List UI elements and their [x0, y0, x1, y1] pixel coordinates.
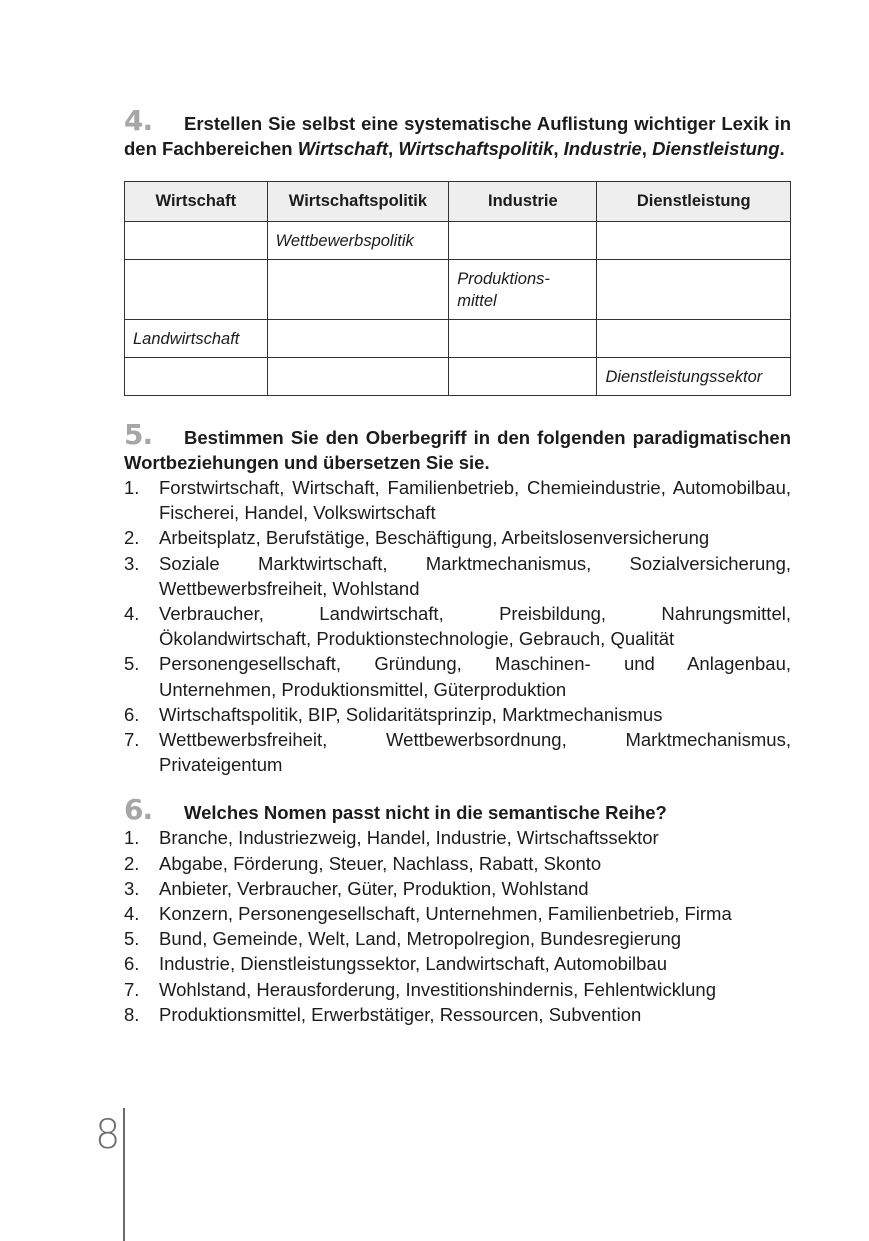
list-item-text: Industrie, Dienstleistungssektor, Landwirtschaft, Automobilbau — [159, 953, 668, 975]
list-item-text: Abgabe, Förderung, Steuer, Nachlass, Rabatt, Skonto — [159, 852, 602, 874]
task-4-number: 4. — [124, 104, 153, 137]
table-header-row — [125, 182, 791, 222]
list-item — [124, 651, 791, 701]
list-item-text: Personengesellschaft, Gründung, Maschinen- und Anlagenbau, Unternehmen, Produktionsmittel, Güterproduktion — [159, 653, 791, 700]
term-wirtschaftspolitik: Wirtschaftspolitik — [398, 138, 554, 159]
table-header-cell: Dienstleistung — [597, 182, 791, 222]
list-item-number: 4. — [124, 603, 140, 625]
list-item-text: Bund, Gemeinde, Welt, Land, Metropolregion, Bundesregierung — [159, 928, 682, 950]
table-header-cell: Wirtschaft — [125, 182, 268, 222]
list-item-number: 7. — [124, 978, 140, 1000]
table-cell[interactable] — [449, 320, 597, 358]
list-item-text: Wirtschaftspolitik, BIP, Solidaritätsprinzip, Marktmechanismus — [159, 703, 663, 725]
list-item — [124, 525, 791, 550]
table-cell[interactable] — [597, 222, 791, 260]
table-cell[interactable]: Landwirtschaft — [125, 320, 268, 358]
task-6-text: Welches Nomen passt nicht in die semantische Reihe? — [184, 802, 667, 824]
list-item-text: Wettbewerbsfreiheit, Wettbewerbsordnung, Marktmechanismus, Privateigentum — [159, 729, 791, 776]
table-cell[interactable] — [267, 260, 449, 320]
table-row — [125, 320, 791, 358]
page-number: 8 — [95, 1112, 121, 1158]
table-cell[interactable] — [267, 358, 449, 396]
list-item — [124, 1002, 791, 1027]
list-item-text: Verbraucher, Landwirtschaft, Preisbildung, Nahrungsmittel, Ökolandwirtschaft, Produktionstechnologie, Gebrauch, Qualität — [159, 603, 791, 650]
term-industrie: Industrie — [563, 138, 642, 159]
list-item-text: Konzern, Personengesellschaft, Unternehmen, Familienbetrieb, Firma — [159, 903, 732, 925]
table-row — [125, 260, 791, 320]
list-item-number: 7. — [124, 729, 140, 751]
list-item-number: 4. — [124, 903, 140, 925]
list-item — [124, 901, 791, 926]
list-item — [124, 825, 791, 850]
list-item-text: Soziale Marktwirtschaft, Marktmechanismus, Sozialversicherung, Wettbewerbsfreiheit, Wohlstand — [159, 552, 791, 599]
list-item — [124, 727, 791, 777]
list-item — [124, 702, 791, 727]
list-item — [124, 926, 791, 951]
task-6-heading — [124, 793, 791, 827]
table-cell[interactable]: Wettbewerbspolitik — [267, 222, 449, 260]
task-4-text: Erstellen Sie selbst eine systematische Auflistung wichtiger Lexik in den Fachbereichen — [124, 113, 791, 159]
task-5-heading — [124, 418, 791, 475]
list-item — [124, 601, 791, 651]
list-item-number: 2. — [124, 527, 140, 549]
list-item-number: 3. — [124, 552, 140, 574]
list-item-number: 5. — [124, 653, 140, 675]
term-dienstleistung: Dienstleistung — [652, 138, 780, 159]
table-cell[interactable] — [267, 320, 449, 358]
task-5-number: 5. — [124, 418, 153, 451]
task-6-list — [124, 825, 791, 1027]
list-item-text: Anbieter, Verbraucher, Güter, Produktion, Wohlstand — [159, 877, 589, 899]
list-item — [124, 475, 791, 525]
table-cell[interactable] — [449, 358, 597, 396]
table-row — [125, 358, 791, 396]
list-item-number: 8. — [124, 1003, 140, 1025]
list-item — [124, 951, 791, 976]
list-item-text: Forstwirtschaft, Wirtschaft, Familienbetrieb, Chemieindustrie, Automobilbau, Fischerei, Handel, Volkswirtschaft — [159, 477, 791, 524]
task-5-text: Bestimmen Sie den Oberbegriff in den folgenden paradigmatischen Wortbeziehungen und übersetzen Sie sie. — [124, 427, 791, 473]
list-item-text: Arbeitsplatz, Berufstätige, Beschäftigung, Arbeitslosenversicherung — [159, 527, 710, 549]
list-item — [124, 876, 791, 901]
table-cell[interactable] — [125, 358, 268, 396]
list-item-number: 3. — [124, 877, 140, 899]
list-item-number: 6. — [124, 703, 140, 725]
list-item-number: 1. — [124, 827, 140, 849]
table-cell[interactable] — [125, 260, 268, 320]
table-cell[interactable] — [597, 260, 791, 320]
list-item — [124, 977, 791, 1002]
task-5-list — [124, 475, 791, 777]
lexicon-table — [124, 181, 791, 396]
table-header-cell: Industrie — [449, 182, 597, 222]
list-item-number: 1. — [124, 477, 140, 498]
list-item-number: 6. — [124, 953, 140, 975]
term-wirtschaft: Wirtschaft — [297, 138, 389, 159]
task-6-number: 6. — [124, 793, 153, 827]
table-header-cell: Wirtschaftspolitik — [267, 182, 449, 222]
list-item — [124, 851, 791, 876]
table-cell[interactable] — [449, 222, 597, 260]
table-cell[interactable]: Dienstleistungssektor — [597, 358, 791, 396]
task-4-heading: 4. Erstellen Sie selbst eine systematische Auflistung wichtiger Lexik in den Fachbereichen Wirtschaft, Wirtschaftspolitik, Industrie, Dienstleistung. — [124, 104, 791, 159]
list-item — [124, 551, 791, 601]
page-content — [124, 104, 791, 1027]
table-cell[interactable] — [597, 320, 791, 358]
list-item-number: 2. — [124, 852, 140, 874]
page-margin-line — [123, 1108, 125, 1241]
table-row — [125, 222, 791, 260]
list-item-text: Branche, Industriezweig, Handel, Industrie, Wirtschaftssektor — [159, 827, 659, 849]
list-item-number: 5. — [124, 928, 140, 950]
table-cell[interactable] — [125, 222, 268, 260]
table-cell[interactable]: Produktions- mittel — [449, 260, 597, 320]
list-item-text: Produktionsmittel, Erwerbstätiger, Ressourcen, Subvention — [159, 1003, 642, 1025]
list-item-text: Wohlstand, Herausforderung, Investitionshindernis, Fehlentwicklung — [159, 978, 717, 1000]
